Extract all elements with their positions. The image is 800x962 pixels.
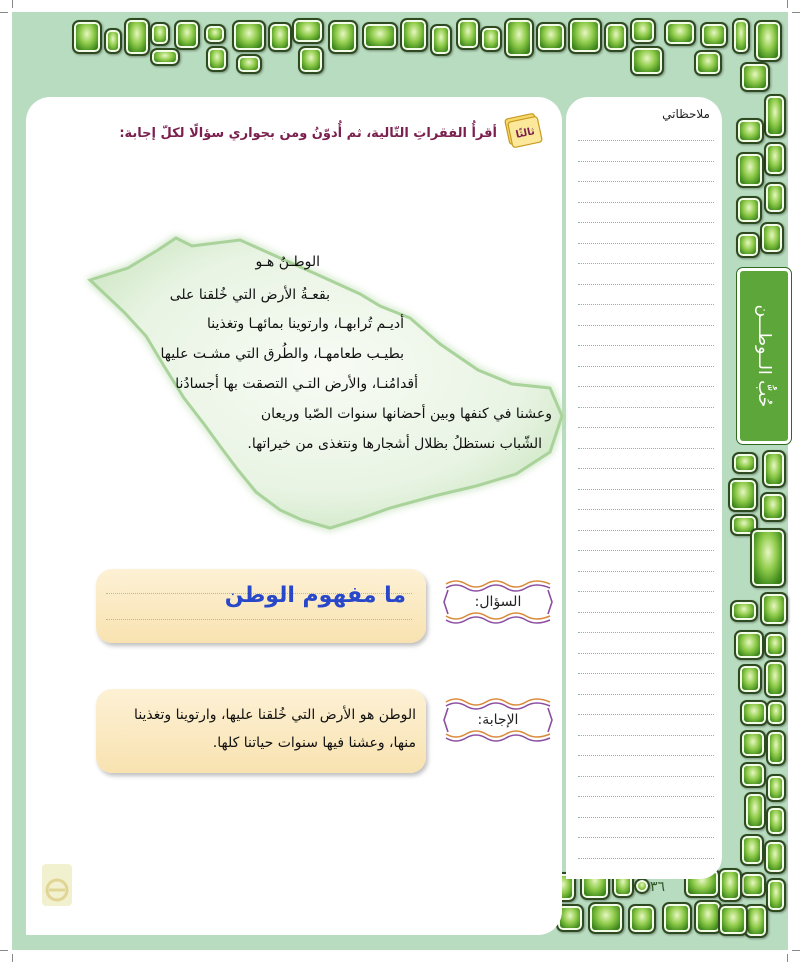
notes-line — [578, 489, 714, 490]
notes-line — [578, 796, 714, 797]
answer-label: الإجابة: — [477, 712, 519, 728]
question-label: السؤال: — [474, 594, 522, 610]
crop-mark — [787, 0, 788, 8]
crop-mark — [0, 950, 8, 951]
section-badge-label: ثالثًا — [514, 126, 536, 141]
notes-line — [578, 468, 714, 469]
notes-line — [578, 550, 714, 551]
notes-line — [578, 858, 714, 859]
crop-mark — [787, 954, 788, 962]
side-tab — [737, 268, 791, 444]
notes-line — [578, 817, 714, 818]
notes-line — [578, 325, 714, 326]
notes-line — [578, 837, 714, 838]
notes-line — [578, 632, 714, 633]
notes-line — [578, 776, 714, 777]
crop-mark — [792, 950, 800, 951]
crop-mark — [792, 12, 800, 13]
notes-title: ملاحظاتي — [662, 107, 710, 121]
publisher-logo-icon — [40, 862, 74, 908]
side-tab-label: حُبُّ الــوطـــن — [754, 304, 774, 408]
notes-line — [578, 202, 714, 203]
notes-line — [578, 714, 714, 715]
notes-line — [578, 243, 714, 244]
notes-line — [578, 571, 714, 572]
notes-line — [578, 161, 714, 162]
notes-line — [578, 304, 714, 305]
passage-line: بطيـب طعامهـا، والطُرق التي مشـت عليها — [160, 346, 404, 362]
notes-line — [578, 735, 714, 736]
passage-line: بقعـةُ الأرض التي خُلقنا على — [169, 287, 330, 303]
notes-line — [578, 591, 714, 592]
passage-line: وعشنا في كنفها وبين أحضانها سنوات الصّبا وريعان — [260, 406, 552, 422]
question-box — [96, 569, 426, 643]
question-text: ما مفهوم الوطن — [224, 583, 406, 608]
notes-line — [578, 653, 714, 654]
notes-line — [578, 386, 714, 387]
answer-line: منها، وعشنا فيها سنوات حياتنا كلها. — [212, 735, 416, 751]
answer-box — [96, 689, 426, 773]
instruction-text: أقرأُ الفقراتِ التّالية، ثم أُدوّنُ ومن بجواري سؤالًا لكلّ إجابة: — [119, 126, 497, 141]
crop-mark — [12, 0, 13, 8]
writing-line — [106, 619, 412, 620]
notes-line — [578, 509, 714, 510]
notes-line — [578, 673, 714, 674]
section-badge — [501, 108, 543, 148]
passage-line: الشّباب نستظلُ بظلال أشجارها ونتغذى من خيراتها. — [247, 436, 542, 452]
passage-line: الوطـنُ هـو — [255, 254, 320, 270]
notes-line — [578, 345, 714, 346]
crop-mark — [12, 954, 13, 962]
notes-line — [578, 140, 714, 141]
notes-line — [578, 284, 714, 285]
notes-line — [578, 694, 714, 695]
notes-line — [578, 755, 714, 756]
passage-line: أديـم تُرابهـا، وارتوينا بمائهـا وتغذينا — [206, 316, 404, 332]
notes-line — [578, 222, 714, 223]
notes-line — [578, 263, 714, 264]
passage-line: أقدامُنـا، والأرض التـي التصقت بها أجسادُنا — [175, 376, 418, 392]
page-number: ٣٦ — [650, 879, 666, 895]
notes-line — [578, 366, 714, 367]
notes-line — [578, 181, 714, 182]
notes-line — [578, 448, 714, 449]
notes-line — [578, 407, 714, 408]
notes-line — [578, 530, 714, 531]
notes-line — [578, 612, 714, 613]
answer-line: الوطن هو الأرض التي خُلقنا عليها، وارتوينا وتغذينا — [134, 707, 416, 723]
crop-mark — [0, 12, 8, 13]
notes-line — [578, 427, 714, 428]
